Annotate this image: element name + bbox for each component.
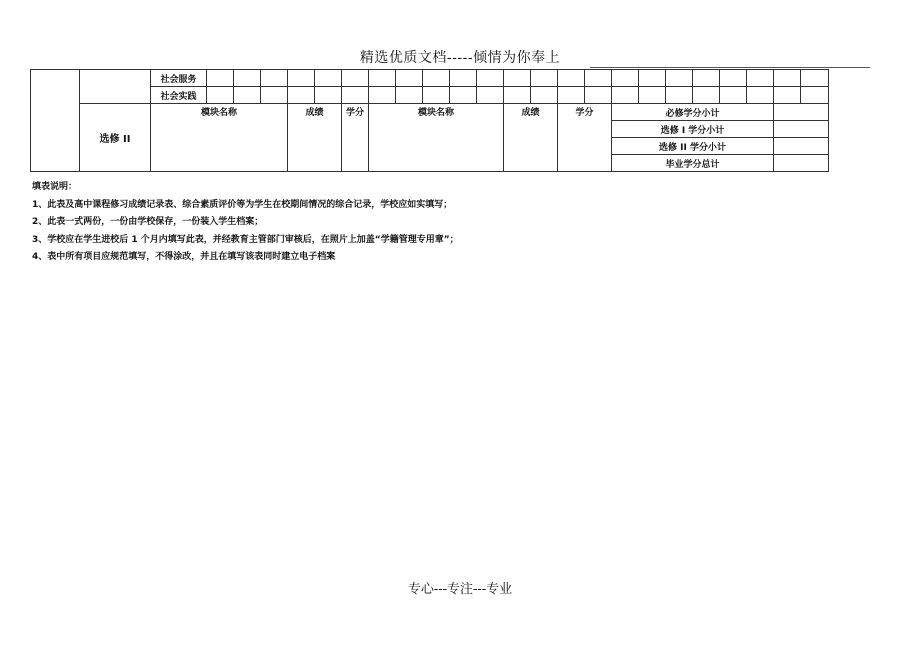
grid-cell[interactable] [396, 70, 423, 87]
required-credit-subtotal-label: 必修学分小计 [612, 104, 774, 121]
score-header-2: 成绩 [504, 104, 558, 172]
grid-cell[interactable] [207, 70, 234, 87]
grid-cell[interactable] [315, 87, 342, 104]
grid-cell[interactable] [720, 87, 747, 104]
elective-ii-credit-subtotal-label: 选修 II 学分小计 [612, 138, 774, 155]
grid-cell[interactable] [558, 87, 585, 104]
grid-cell[interactable] [288, 70, 315, 87]
grid-cell[interactable] [693, 70, 720, 87]
instruction-item: 3、学校应在学生进校后 1 个月内填写此表，并经教育主管部门审核后，在照片上加盖“学籍管理专用章”； [32, 234, 459, 245]
record-table [30, 69, 829, 172]
grid-cell[interactable] [477, 70, 504, 87]
grid-cell[interactable] [207, 87, 234, 104]
grid-cell[interactable] [315, 70, 342, 87]
page-header: 精选优质文档-----倾情为你奉上 [359, 50, 561, 66]
instruction-item: 4、表中所有项目应规范填写，不得涂改，并且在填写该表同时建立电子档案 [32, 252, 336, 262]
elective-i-credit-subtotal-value[interactable] [774, 121, 829, 138]
instruction-item: 1、此表及高中课程修习成绩记录表、综合素质评价等为学生在校期间情况的综合记录，学校应如实填写； [32, 199, 453, 210]
header-rule [590, 67, 870, 68]
grid-cell[interactable] [666, 87, 693, 104]
elective-ii-label: 选修 II [80, 104, 151, 172]
grid-cell[interactable] [558, 70, 585, 87]
grid-cell[interactable] [639, 87, 666, 104]
social-service-row [31, 70, 829, 87]
social-practice-row [31, 87, 829, 104]
grid-cell[interactable] [450, 87, 477, 104]
social-practice-label: 社会实践 [151, 87, 207, 104]
grid-cell[interactable] [801, 87, 829, 104]
grid-cell[interactable] [423, 87, 450, 104]
instructions-title: 填表说明： [32, 182, 78, 192]
grid-cell[interactable] [234, 87, 261, 104]
category-blank-cell [80, 70, 151, 104]
elective-ii-row-1 [31, 104, 829, 121]
grid-cell[interactable] [774, 70, 801, 87]
instruction-item: 2、此表一式两份，一份由学校保存，一份装入学生档案； [32, 217, 264, 227]
score-header-1: 成绩 [288, 104, 342, 172]
grid-cell[interactable] [504, 70, 531, 87]
grid-cell[interactable] [693, 87, 720, 104]
grid-cell[interactable] [720, 70, 747, 87]
elective-ii-credit-subtotal-value[interactable] [774, 138, 829, 155]
grid-cell[interactable] [747, 87, 774, 104]
grid-cell[interactable] [261, 70, 288, 87]
required-credit-subtotal-value[interactable] [774, 104, 829, 121]
filling-instructions [32, 179, 459, 267]
grid-cell[interactable] [666, 70, 693, 87]
grid-cell[interactable] [369, 70, 396, 87]
grid-cell[interactable] [612, 70, 639, 87]
grid-cell[interactable] [369, 87, 396, 104]
graduation-credit-total-value[interactable] [774, 155, 829, 172]
grid-cell[interactable] [801, 70, 829, 87]
grid-cell[interactable] [423, 70, 450, 87]
grid-cell[interactable] [747, 70, 774, 87]
grid-cell[interactable] [342, 87, 369, 104]
grid-cell[interactable] [477, 87, 504, 104]
grid-cell[interactable] [504, 87, 531, 104]
grid-cell[interactable] [774, 87, 801, 104]
grid-cell[interactable] [585, 70, 612, 87]
grid-cell[interactable] [396, 87, 423, 104]
grid-cell[interactable] [342, 70, 369, 87]
graduation-credit-total-label: 毕业学分总计 [612, 155, 774, 172]
grid-cell[interactable] [288, 87, 315, 104]
grid-cell[interactable] [639, 70, 666, 87]
grid-cell[interactable] [612, 87, 639, 104]
page-footer: 专心---专注---专业 [407, 582, 513, 597]
module-name-header-2: 模块名称 [369, 104, 504, 172]
grid-cell[interactable] [531, 87, 558, 104]
grid-cell[interactable] [261, 87, 288, 104]
left-merged-cell [31, 70, 80, 172]
elective-i-credit-subtotal-label: 选修 I 学分小计 [612, 121, 774, 138]
credit-header-1: 学分 [342, 104, 369, 172]
grid-cell[interactable] [234, 70, 261, 87]
module-name-header-1: 模块名称 [151, 104, 288, 172]
credit-header-2: 学分 [558, 104, 612, 172]
grid-cell[interactable] [531, 70, 558, 87]
social-service-label: 社会服务 [151, 70, 207, 87]
grid-cell[interactable] [585, 87, 612, 104]
grid-cell[interactable] [450, 70, 477, 87]
